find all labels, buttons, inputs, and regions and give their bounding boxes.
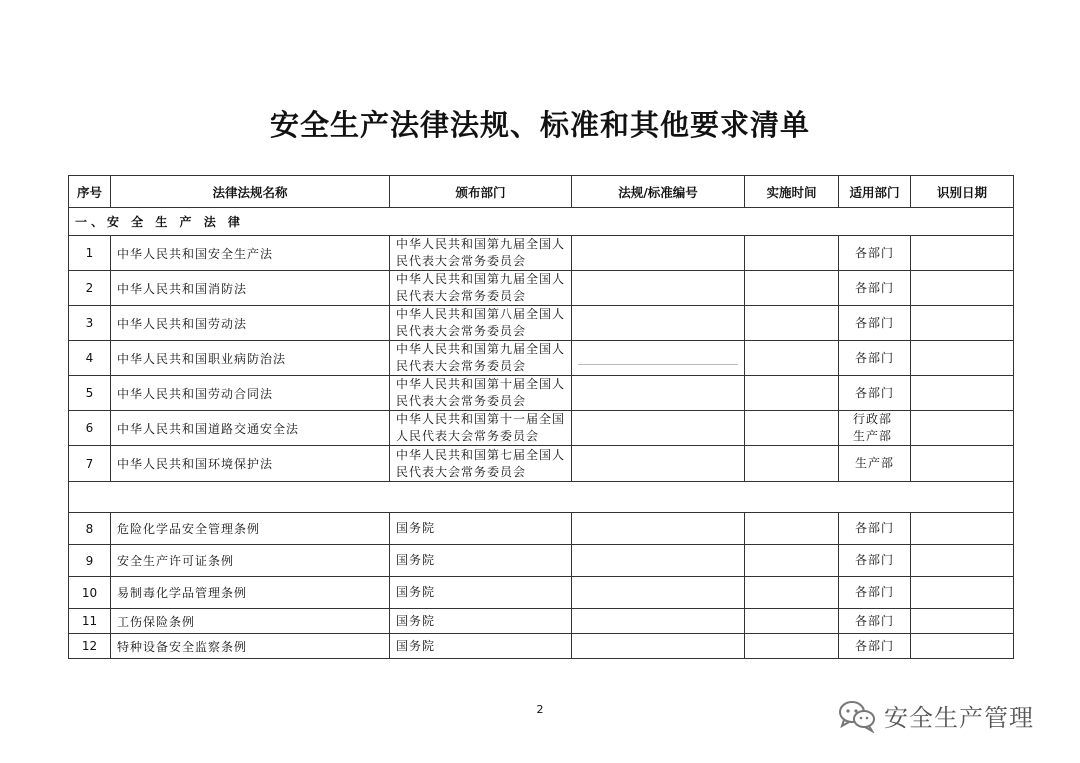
row-code bbox=[572, 577, 745, 609]
row-issuer: 国务院 bbox=[390, 609, 572, 634]
row-no: 2 bbox=[69, 271, 111, 306]
row-dept: 生产部 bbox=[839, 446, 911, 482]
row-identify-date bbox=[911, 513, 1014, 545]
table-row bbox=[69, 513, 1014, 545]
row-dept: 各部门 bbox=[839, 545, 911, 577]
row-code bbox=[572, 634, 745, 659]
table-row bbox=[69, 271, 1014, 306]
row-effective-date bbox=[745, 341, 839, 376]
watermark-text: 安全生产管理 bbox=[884, 704, 1034, 732]
row-name: 中华人民共和国道路交通安全法 bbox=[111, 411, 390, 446]
row-issuer: 中华人民共和国第八届全国人民代表大会常务委员会 bbox=[390, 306, 572, 341]
row-name: 中华人民共和国环境保护法 bbox=[111, 446, 390, 482]
row-issuer: 国务院 bbox=[390, 634, 572, 659]
row-no: 5 bbox=[69, 376, 111, 411]
row-issuer: 中华人民共和国第七届全国人民代表大会常务委员会 bbox=[390, 446, 572, 482]
row-dept: 各部门 bbox=[839, 341, 911, 376]
row-code bbox=[572, 446, 745, 482]
row-no: 7 bbox=[69, 446, 111, 482]
row-dept: 行政部生产部 bbox=[839, 411, 911, 446]
table-row bbox=[69, 634, 1014, 659]
row-name: 中华人民共和国职业病防治法 bbox=[111, 341, 390, 376]
row-name: 特种设备安全监察条例 bbox=[111, 634, 390, 659]
row-name: 易制毒化学品管理条例 bbox=[111, 577, 390, 609]
row-name: 中华人民共和国消防法 bbox=[111, 271, 390, 306]
row-no: 4 bbox=[69, 341, 111, 376]
row-dept: 各部门 bbox=[839, 236, 911, 271]
section-row bbox=[69, 208, 1014, 236]
row-effective-date bbox=[745, 609, 839, 634]
row-code bbox=[572, 306, 745, 341]
chat-bubbles-icon bbox=[838, 699, 876, 733]
row-dept: 各部门 bbox=[839, 634, 911, 659]
row-issuer: 中华人民共和国第十届全国人民代表大会常务委员会 bbox=[390, 376, 572, 411]
row-issuer: 中华人民共和国第九届全国人民代表大会常务委员会 bbox=[390, 236, 572, 271]
row-identify-date bbox=[911, 236, 1014, 271]
table-row bbox=[69, 376, 1014, 411]
row-code bbox=[572, 341, 745, 376]
row-issuer: 中华人民共和国第九届全国人民代表大会常务委员会 bbox=[390, 341, 572, 376]
table-row bbox=[69, 446, 1014, 482]
underline-mark bbox=[578, 364, 738, 365]
document-title: 安全生产法律法规、标准和其他要求清单 bbox=[269, 108, 810, 142]
row-dept: 各部门 bbox=[839, 306, 911, 341]
row-identify-date bbox=[911, 411, 1014, 446]
row-issuer: 国务院 bbox=[390, 545, 572, 577]
row-effective-date bbox=[745, 634, 839, 659]
header-issuer: 颁布部门 bbox=[390, 176, 572, 208]
table-header-row bbox=[69, 176, 1014, 208]
row-no: 8 bbox=[69, 513, 111, 545]
row-identify-date bbox=[911, 545, 1014, 577]
row-identify-date bbox=[911, 634, 1014, 659]
row-identify-date bbox=[911, 341, 1014, 376]
row-name: 中华人民共和国劳动法 bbox=[111, 306, 390, 341]
header-code: 法规/标准编号 bbox=[572, 176, 745, 208]
row-code bbox=[572, 545, 745, 577]
row-name: 中华人民共和国劳动合同法 bbox=[111, 376, 390, 411]
row-effective-date bbox=[745, 376, 839, 411]
row-effective-date bbox=[745, 271, 839, 306]
table-row bbox=[69, 341, 1014, 376]
row-code bbox=[572, 271, 745, 306]
row-no: 10 bbox=[69, 577, 111, 609]
row-effective-date bbox=[745, 577, 839, 609]
table-row bbox=[69, 545, 1014, 577]
row-effective-date bbox=[745, 411, 839, 446]
row-name: 工伤保险条例 bbox=[111, 609, 390, 634]
row-effective-date bbox=[745, 446, 839, 482]
row-identify-date bbox=[911, 577, 1014, 609]
row-code bbox=[572, 609, 745, 634]
page-number: 2 bbox=[536, 703, 544, 716]
table-row bbox=[69, 411, 1014, 446]
row-issuer: 中华人民共和国第九届全国人民代表大会常务委员会 bbox=[390, 271, 572, 306]
row-identify-date bbox=[911, 609, 1014, 634]
header-dept: 适用部门 bbox=[839, 176, 911, 208]
row-code bbox=[572, 513, 745, 545]
header-name: 法律法规名称 bbox=[111, 176, 390, 208]
row-code bbox=[572, 411, 745, 446]
header-identify-date: 识别日期 bbox=[911, 176, 1014, 208]
row-code bbox=[572, 376, 745, 411]
row-issuer: 国务院 bbox=[390, 513, 572, 545]
table-row bbox=[69, 236, 1014, 271]
row-name: 中华人民共和国安全生产法 bbox=[111, 236, 390, 271]
row-dept: 各部门 bbox=[839, 577, 911, 609]
header-effective-date: 实施时间 bbox=[745, 176, 839, 208]
row-dept: 各部门 bbox=[839, 271, 911, 306]
row-no: 6 bbox=[69, 411, 111, 446]
table-row bbox=[69, 609, 1014, 634]
row-identify-date bbox=[911, 446, 1014, 482]
row-name: 安全生产许可证条例 bbox=[111, 545, 390, 577]
row-issuer: 中华人民共和国第十一届全国人民代表大会常务委员会 bbox=[390, 411, 572, 446]
row-effective-date bbox=[745, 513, 839, 545]
row-effective-date bbox=[745, 236, 839, 271]
table-row bbox=[69, 577, 1014, 609]
blank-section-row bbox=[69, 482, 1014, 513]
row-no: 12 bbox=[69, 634, 111, 659]
row-dept: 各部门 bbox=[839, 376, 911, 411]
row-no: 11 bbox=[69, 609, 111, 634]
header-no: 序号 bbox=[69, 176, 111, 208]
row-no: 3 bbox=[69, 306, 111, 341]
table-row bbox=[69, 306, 1014, 341]
row-code bbox=[572, 236, 745, 271]
row-name: 危险化学品安全管理条例 bbox=[111, 513, 390, 545]
row-no: 9 bbox=[69, 545, 111, 577]
row-issuer: 国务院 bbox=[390, 577, 572, 609]
row-dept: 各部门 bbox=[839, 609, 911, 634]
regulations-table bbox=[68, 175, 1014, 659]
row-identify-date bbox=[911, 306, 1014, 341]
row-identify-date bbox=[911, 271, 1014, 306]
blank-cell bbox=[69, 482, 1014, 513]
row-identify-date bbox=[911, 376, 1014, 411]
row-effective-date bbox=[745, 545, 839, 577]
watermark bbox=[838, 698, 1034, 733]
row-no: 1 bbox=[69, 236, 111, 271]
row-effective-date bbox=[745, 306, 839, 341]
section-label: 一、安 全 生 产 法 律 bbox=[69, 208, 1014, 236]
row-dept: 各部门 bbox=[839, 513, 911, 545]
